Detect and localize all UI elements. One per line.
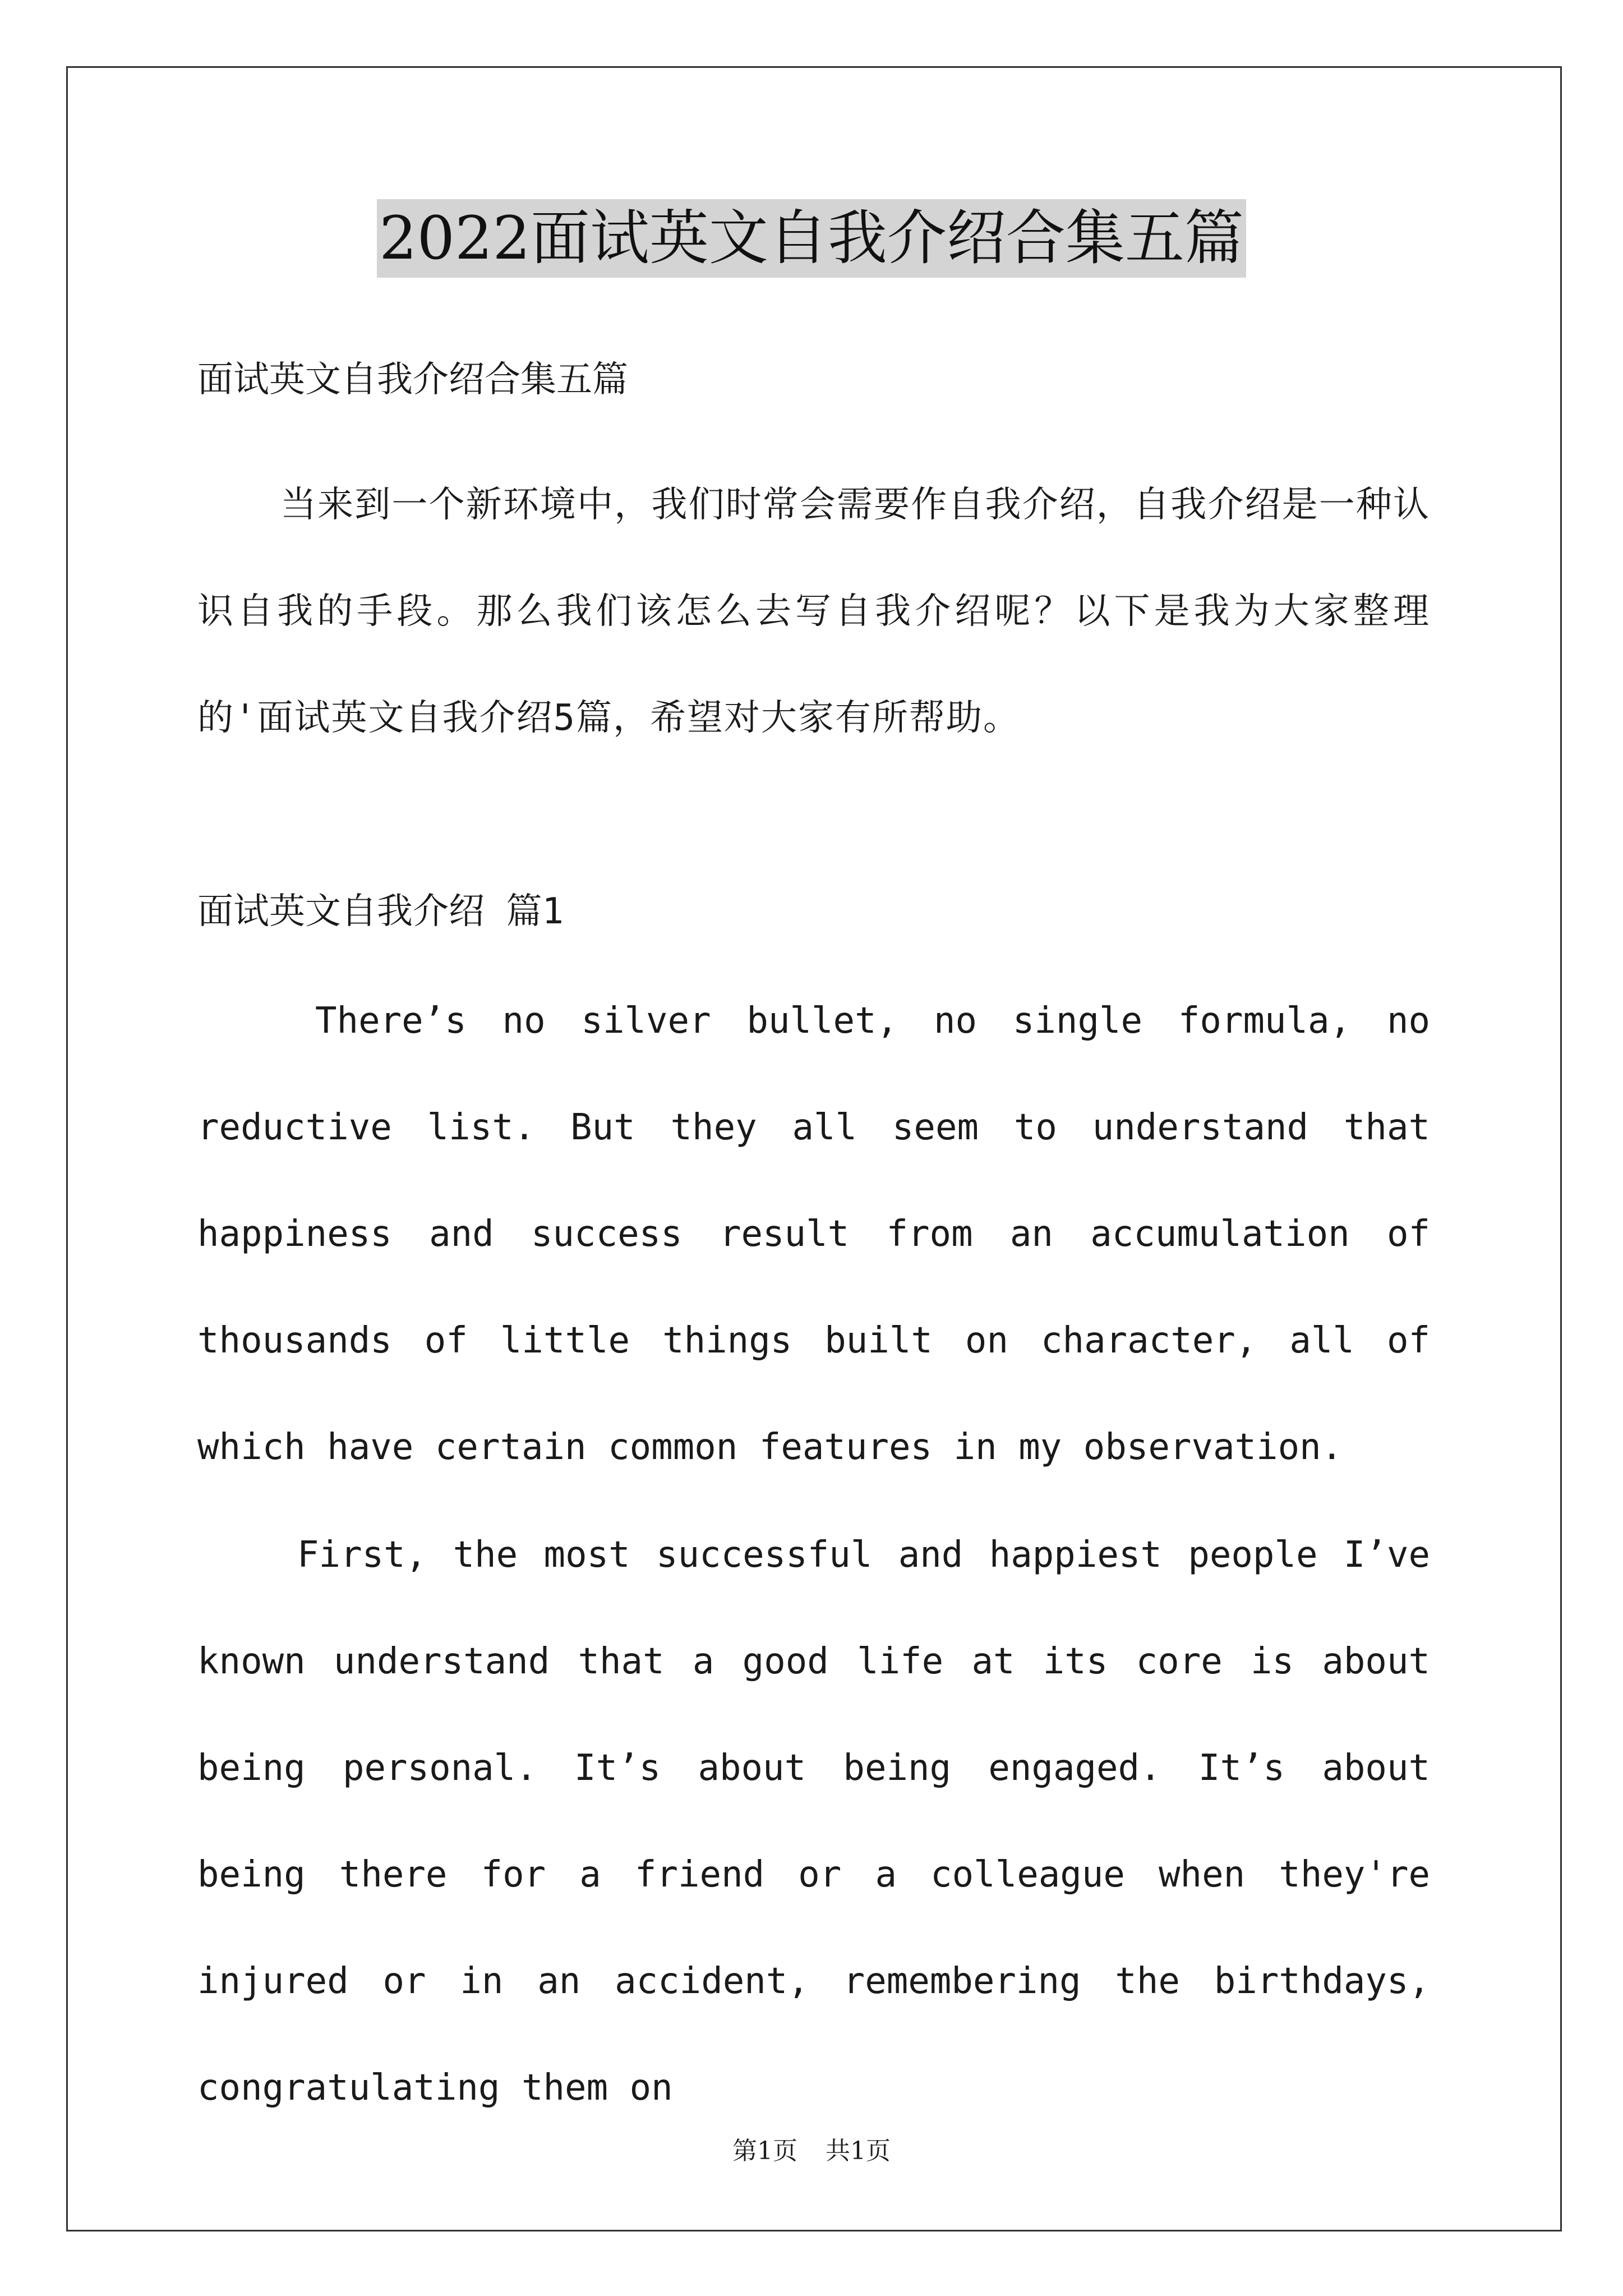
document-subtitle: 面试英文自我介绍合集五篇: [197, 359, 628, 401]
page-total: 共1页: [826, 2137, 891, 2165]
title-container: [0, 199, 1623, 278]
section-heading: 面试英文自我介绍 篇1: [197, 891, 564, 932]
body-paragraph-2: First, the most successful and happiest people I’ve known understand that a good life at its core is about being personal. It’s about being engaged. It’s about being there for a friend or a colleague when they're injured or in an accident, remembering the birthdays, congratulating them on: [197, 1534, 1430, 2109]
body-paragraph-1: There’s no silver bullet, no single formula, no reductive list. But they all seem to understand that happiness and success result from an accumulation of thousands of little things built on character, all of which have certain common features in my observation.: [197, 1000, 1430, 1468]
page-footer: [0, 2134, 1623, 2168]
document-title: 2022面试英文自我介绍合集五篇: [377, 199, 1246, 278]
page-number: 第1页: [732, 2137, 797, 2165]
intro-paragraph: 当来到一个新环境中，我们时常会需要作自我介绍，自我介绍是一种认识自我的手段。那么我们该怎么去写自我介绍呢？以下是我为大家整理的'面试英文自我介绍5篇，希望对大家有所帮助。: [197, 484, 1430, 739]
